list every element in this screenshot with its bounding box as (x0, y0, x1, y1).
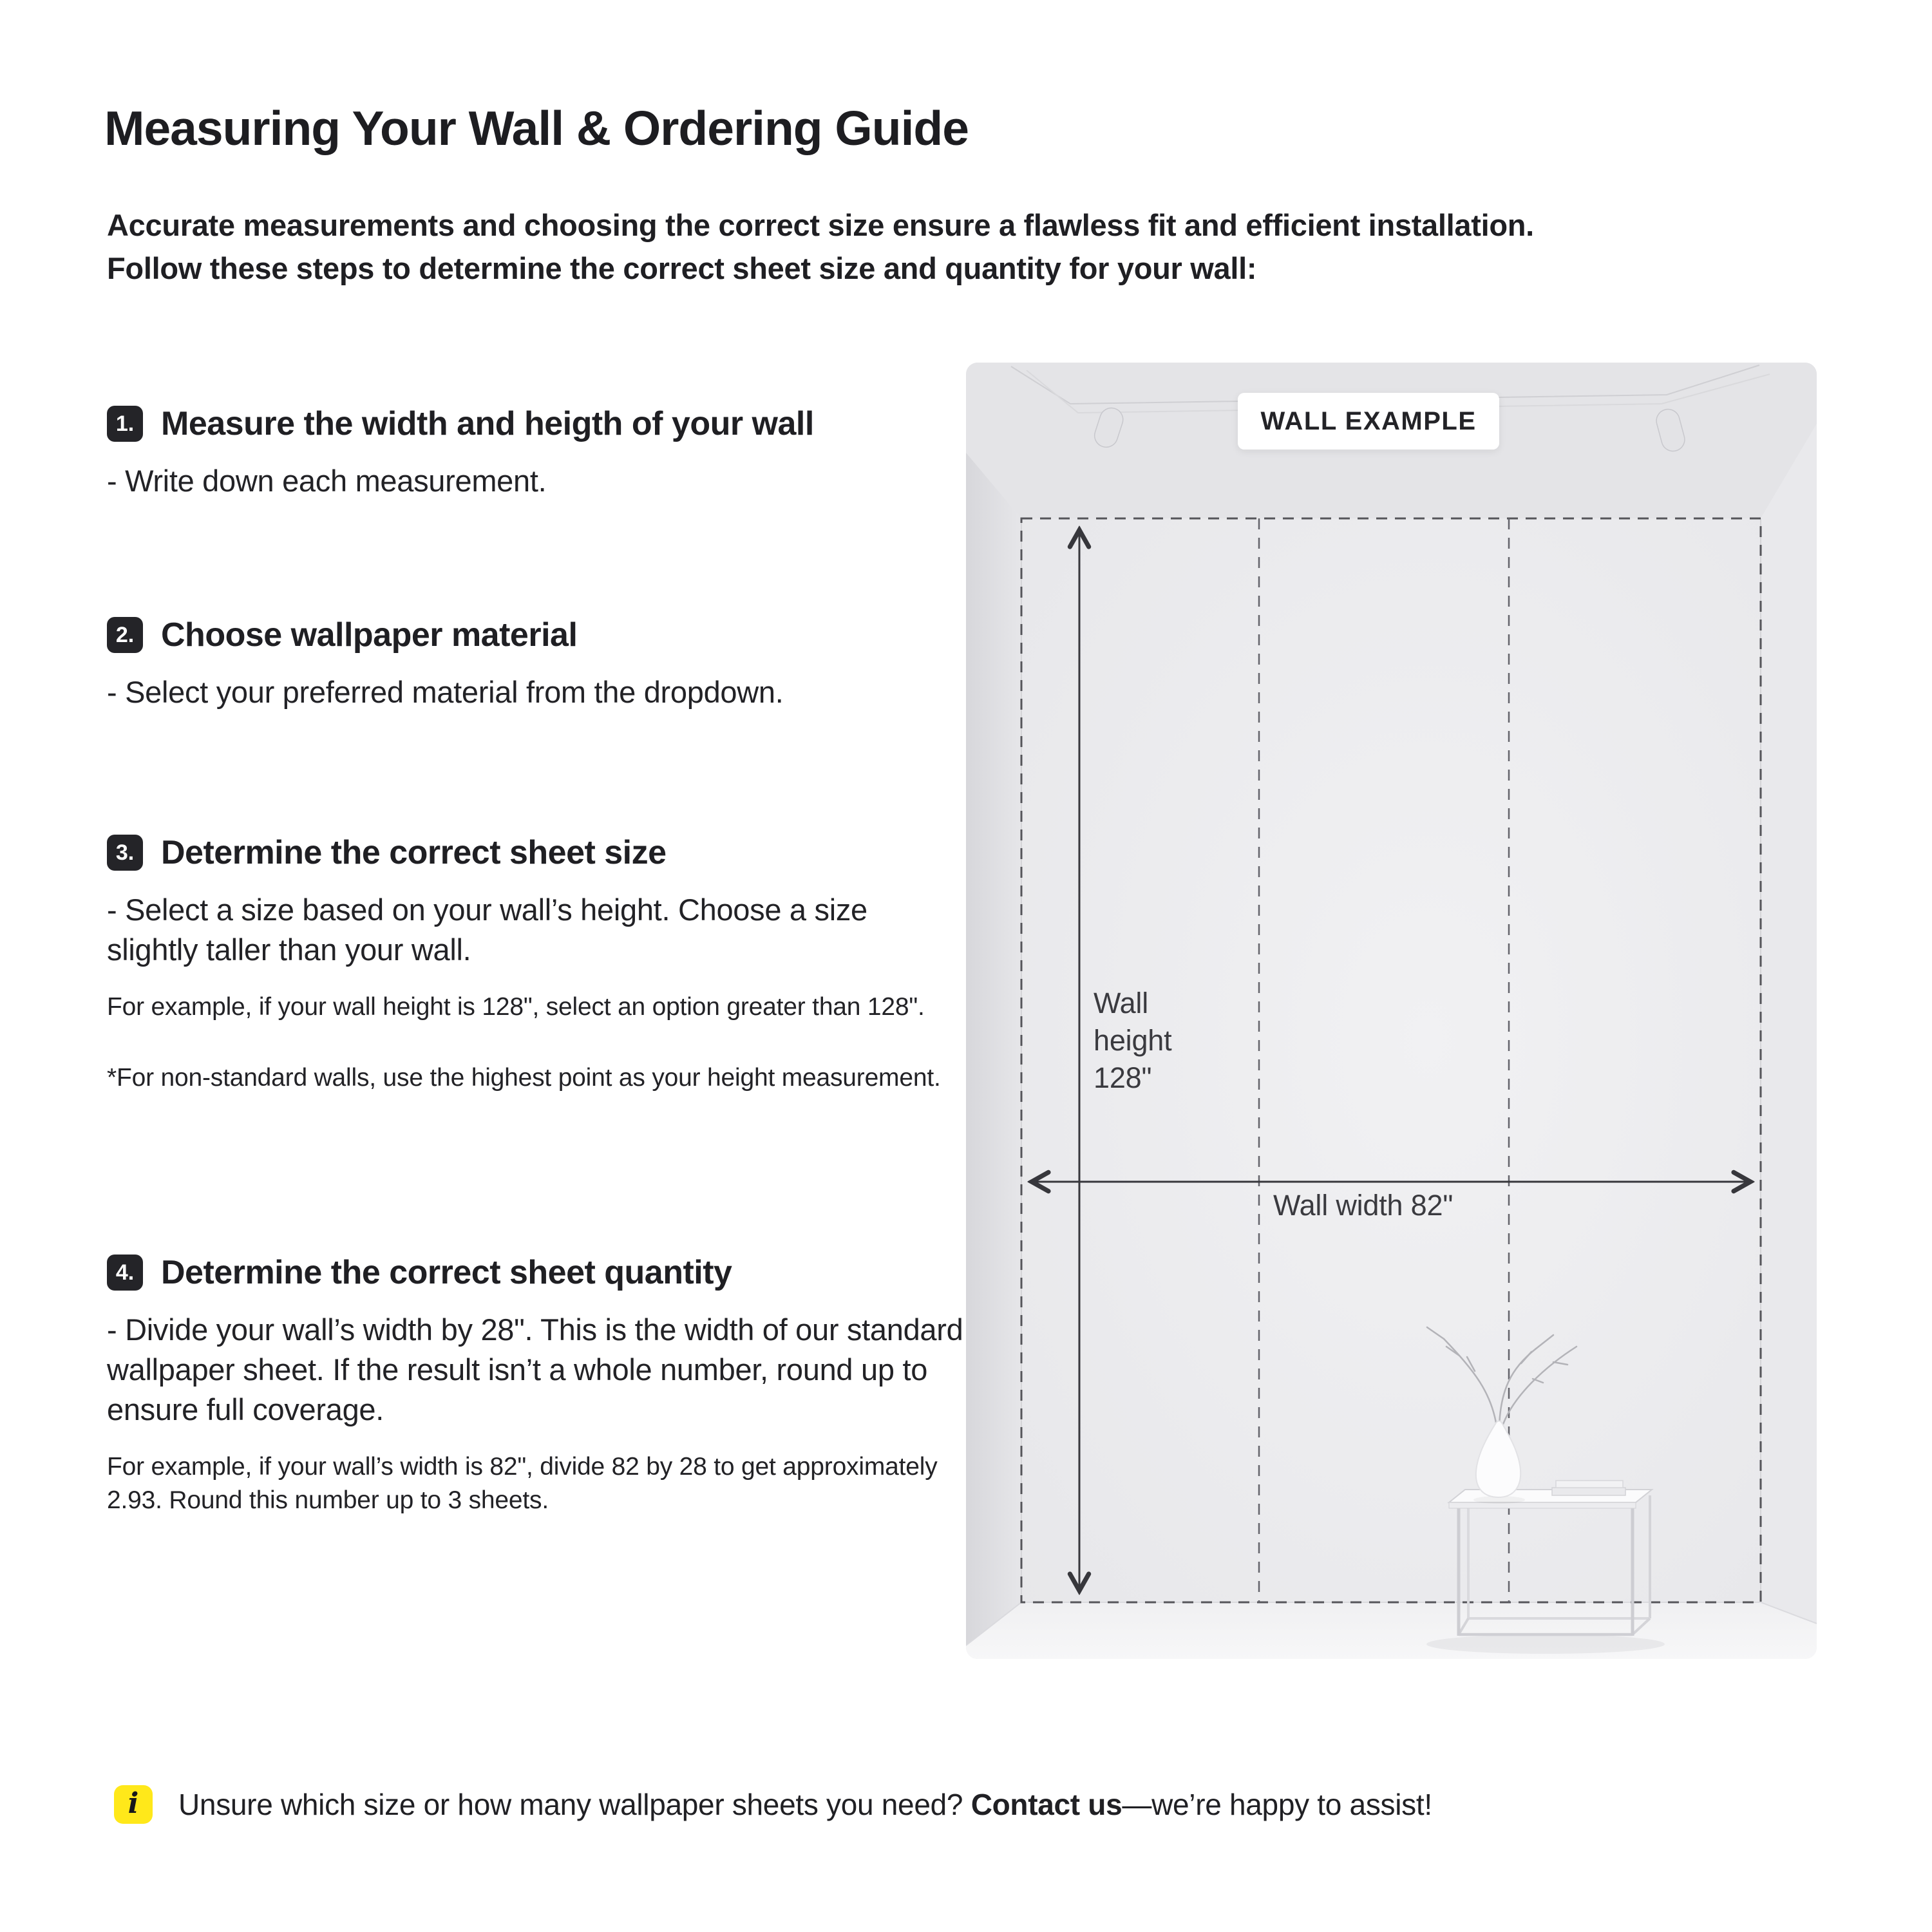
step-1 (107, 404, 963, 501)
step-3-number-badge: 3. (107, 835, 143, 871)
intro-line-1: Accurate measurements and choosing the correct size ensure a flawless fit and efficient installation. (107, 208, 1534, 242)
step-1-number-badge: 1. (107, 406, 143, 442)
intro-text (107, 204, 1833, 290)
left-side-wall (966, 453, 1021, 1645)
intro-line-2: Follow these steps to determine the correct sheet size and quantity for your wall: (107, 251, 1257, 285)
table-shadow (1426, 1634, 1665, 1654)
step-4-description: - Divide your wall’s width by 28". This is the width of our standard wallpaper sheet. If the result isn’t a whole number, round up to ensure full coverage. (107, 1312, 963, 1426)
step-1-title: Measure the width and heigth of your wall (161, 405, 814, 442)
page-title: Measuring Your Wall & Ordering Guide (104, 101, 969, 155)
assistance-footer (114, 1785, 1432, 1824)
step-4-note-example: For example, if your wall’s width is 82", divide 82 by 28 to get approximately 2.93. Round this number up to 3 sheets. (107, 1453, 938, 1514)
wall-height-label: Wall height 128" (1094, 987, 1172, 1094)
assistance-text (178, 1787, 1432, 1822)
step-4-header (107, 1253, 963, 1292)
step-1-header (107, 404, 963, 443)
step-4-title: Determine the correct sheet quantity (161, 1254, 732, 1291)
step-2-number-badge: 2. (107, 617, 143, 653)
step-1-description: - Write down each measurement. (107, 464, 547, 498)
floor (966, 1602, 1817, 1659)
wall-width-label: Wall width 82" (1273, 1189, 1454, 1222)
wall-example-photo (966, 363, 1817, 1659)
step-3-note-example: For example, if your wall height is 128", select an option greater than 128". (107, 993, 925, 1021)
books (1552, 1481, 1625, 1495)
step-2-header (107, 616, 963, 654)
step-4-number-badge: 4. (107, 1255, 143, 1291)
step-3-note-nonstandard: *For non-standard walls, use the highest point as your height measurement. (107, 1064, 941, 1092)
wall-example-badge (1238, 393, 1499, 450)
step-3-description: - Select a size based on your wall’s height. Choose a size slightly taller than your wall. (107, 893, 867, 967)
step-3-header (107, 833, 963, 872)
step-2 (107, 616, 963, 712)
wall-example-badge-text: WALL EXAMPLE (1260, 406, 1477, 435)
table-top-edge (1449, 1502, 1636, 1508)
step-2-title: Choose wallpaper material (161, 616, 578, 654)
assistance-text-suffix: —we’re happy to assist! (1122, 1788, 1432, 1821)
info-icon: i (114, 1785, 153, 1824)
assistance-text-prefix: Unsure which size or how many wallpaper sheets you need? (178, 1788, 971, 1821)
contact-us-link[interactable]: Contact us (971, 1788, 1122, 1821)
step-2-description: - Select your preferred material from the dropdown. (107, 675, 784, 709)
right-side-wall (1761, 424, 1817, 1624)
step-3-title: Determine the correct sheet size (161, 834, 667, 871)
step-3 (107, 833, 963, 1095)
step-4 (107, 1253, 963, 1517)
